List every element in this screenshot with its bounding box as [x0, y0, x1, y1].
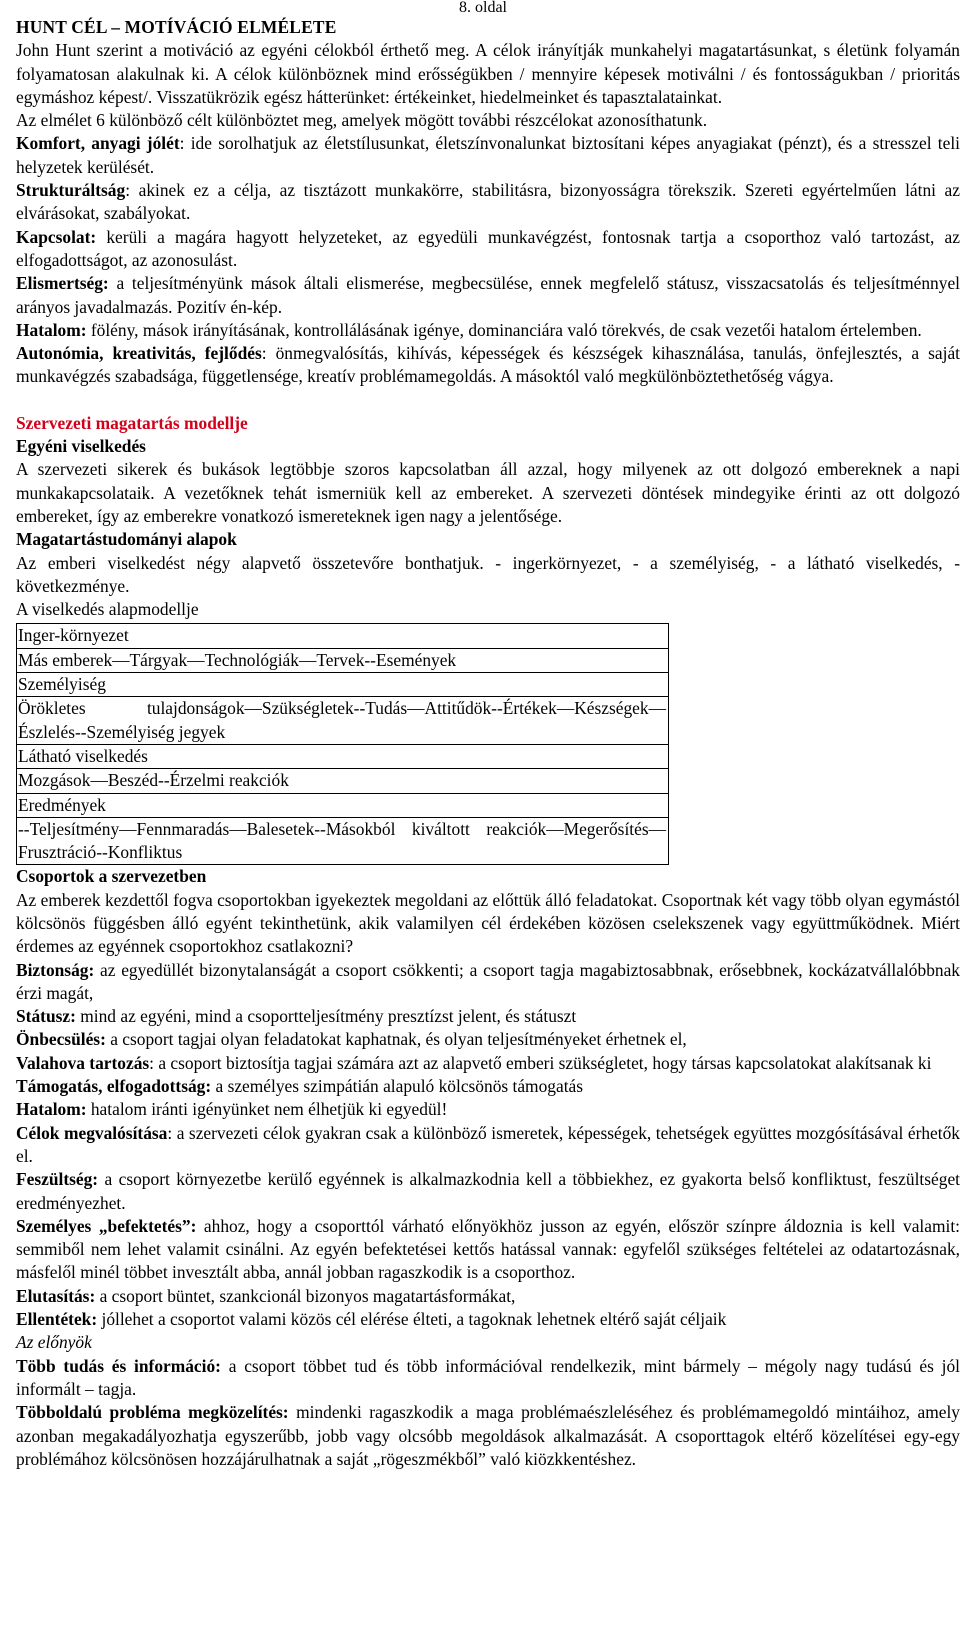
reason-text: a csoport környezetbe kerülő egyénnek is alkalmazkodnia kell a többiekhez, ez gyakorta belső konfliktust, feszültséget eredményezhet. [16, 1169, 960, 1213]
advantage-item [16, 1401, 960, 1471]
group-reason [16, 1308, 960, 1331]
model-row: Látható viselkedés [17, 745, 668, 769]
reason-term: Státusz: [16, 1006, 76, 1027]
model-row: Eredmények [17, 794, 668, 818]
group-reason [16, 1075, 960, 1098]
individual-title: Egyéni viselkedés [16, 436, 146, 457]
group-reason [16, 1168, 960, 1215]
model-row: Inger-környezet [17, 624, 668, 648]
goal-text: : önmegvalósítás, kihívás, képességek és készségek kihasználása, tanulás, önfejlesztés, a saját munkavégzés szabadsága, függetlensége, kreatív problémamegoldás. A másoktól való megkülönböztethetőség vágya. [16, 343, 960, 387]
reason-text: a személyes szimpátián alapuló kölcsönös támogatás [211, 1076, 584, 1097]
group-reason [16, 1028, 960, 1051]
goal-text: : akinek ez a célja, az tisztázott munkakörre, stabilitásra, bizonyosságra törekszik. Szereti egyértelműen látni az elvárásokat, szabályokat. [16, 180, 960, 224]
reason-term: Biztonság: [16, 959, 95, 980]
hunt-six-goals: Az elmélet 6 különböző célt különböztet meg, amelyek mögött további részcélokat azonosíthatunk. [16, 110, 708, 131]
goal-text: fölény, mások irányításának, kontrollálásának igénye, dominanciára való törekvés, de csak vezetői hatalom értelemben. [86, 319, 922, 340]
hunt-goal-power [16, 319, 960, 342]
advantage-term: Többoldalú probléma megközelítés: [16, 1402, 289, 1423]
reason-text: ahhoz, hogy a csoporttól várható előnyökhöz jusson az egyén, először színpre áldoznia is kell valamit: semmiből nem lehet valamit csinálni. Az egyén befektetései kettős hatással vannak: egyfelől szükséges feltételei az odatartozásnak, másfelől minél többet invesztált abba, annál jobban ragaszkodik is a csoporthoz. [16, 1215, 960, 1283]
reason-term: Önbecsülés: [16, 1029, 106, 1050]
hunt-goal-structure [16, 179, 960, 226]
reason-term: Elutasítás: [16, 1285, 96, 1306]
hunt-goal-autonomy [16, 342, 960, 389]
reason-text: : a csoport biztosítja tagjai számára azt az alapvető emberi szükségletet, hogy társas kapcsolatokat alakítsanak ki [149, 1052, 932, 1073]
model-caption: A viselkedés alapmodellje [16, 599, 199, 620]
hunt-goal-relationship [16, 226, 960, 273]
group-reason [16, 1122, 960, 1169]
individual-text: A szervezeti sikerek és bukások legtöbbje szoros kapcsolatban áll azzal, hogy milyenek az ott dolgozó embereknek a napi munkakapcsolataik. A vezetőknek tehát ismerniük kell az embereket. A szervezeti döntések mindegyike érinti az ott dolgozó embereket, így az emberekre vonatkozó ismereteknek igen nagy a jelentősége. [16, 459, 960, 526]
goal-term: Autonómia, kreativitás, fejlődés [16, 343, 262, 364]
advantage-text: mindenki ragaszkodik a maga problémaészleléséhez és problémamegoldó mintáihoz, amely azonban megakadályozhatja egyszerűbb, jobb vagy olcsóbb megoldások alkalmazását. A csoporttagok eltérő közelítései egy-egy problémához kölcsönösen hozzájárulhatnak a saját „rögeszmékből” való kiözkkentéshez. [16, 1402, 960, 1469]
goal-text: kerüli a magára hagyott helyzeteket, az egyedüli munkavégzést, fontosnak tartja a csoporthoz való tartozást, az elfogadottságot, az azonosulást. [16, 226, 960, 270]
hunt-goal-recognition [16, 272, 960, 319]
reason-text: az egyedüllét bizonytalanságát a csoport csökkenti; a csoport tagja magabiztosabbnak, erősebbnek, kockázatvállalóbbnak érzi magát, [16, 959, 960, 1003]
goal-term: Komfort, anyagi jólét [16, 133, 180, 154]
reason-term: Feszültség: [16, 1169, 99, 1190]
model-row: Örökletes tulajdonságok—Szükségletek--Tudás—Attitűdök--Értékek—Készségek—Észlelés--Személyiség jegyek [17, 697, 668, 745]
reason-text: mind az egyéni, mind a csoportteljesítmény presztízst jelent, és státuszt [75, 1006, 577, 1027]
page-number: 8. oldal [459, 0, 507, 16]
reason-term: Hatalom: [16, 1099, 87, 1120]
reason-term: Támogatás, elfogadottság: [16, 1076, 212, 1097]
model-row: Személyiség [17, 673, 668, 697]
advantage-item [16, 1355, 960, 1402]
document-body [16, 16, 960, 1471]
reason-text: hatalom iránti igényünket nem élhetjük ki egyedül! [86, 1099, 448, 1120]
hunt-intro: John Hunt szerint a motiváció az egyéni célokból érthető meg. A célok irányítják munkahelyi magatartásunkat, s életünk folyamán folyamatosan alakulnak ki. A célok különböznek mind erősségükben / mennyire képesek motiválni / és fontosságukban / prioritás egymáshoz képest/. Visszatükrözik egész hátterünket: értékeinket, hiedelmeinket és tapasztalatainkat. [16, 40, 960, 107]
groups-title: Csoportok a szervezetben [16, 866, 207, 887]
reason-term: Valahova tartozás [16, 1052, 150, 1073]
goal-term: Hatalom: [16, 319, 87, 340]
reason-text: a csoport tagjai olyan feladatokat kaphatnak, és olyan teljesítményeket érhetnek el, [105, 1029, 687, 1050]
reason-term: Ellentétek: [16, 1309, 98, 1330]
reason-text: jóllehet a csoportot valami közös cél elérése élteti, a tagoknak lehetnek eltérő saját céljaik [97, 1309, 727, 1330]
group-reason [16, 1005, 960, 1028]
group-reason [16, 1098, 960, 1121]
reason-text: a csoport büntet, szankcionál bizonyos magatartásformákat, [95, 1285, 516, 1306]
group-reason [16, 1285, 960, 1308]
model-row: Mozgások—Beszéd--Érzelmi reakciók [17, 769, 668, 793]
basics-title: Magatartástudományi alapok [16, 529, 237, 550]
advantage-term: Több tudás és információ: [16, 1355, 221, 1376]
reason-text: : a szervezeti célok gyakran csak a különböző ismeretek, képességek, tehetségek együttes mozgósításával érhetők el. [16, 1122, 960, 1166]
group-reason [16, 1052, 960, 1075]
groups-intro: Az emberek kezdettől fogva csoportokban igyekeztek megoldani az előttük álló feladatokat. Csoportnak két vagy több olyan egymástól kölcsönös függésben álló egyént tekinthetünk, akik valamilyen cél érdekében közösen cselekszenek vagy együttműködnek. Miért érdemes az egyénnek csoportokhoz csatlakozni? [16, 889, 960, 957]
model-row: Más emberek—Tárgyak—Technológiák—Tervek--Események [17, 649, 668, 673]
goal-text: : ide sorolhatjuk az életstílusunkat, életszínvonalunkat biztosítani képes anyagiakat (pénzt), és a stresszel teli helyzetek kerülését. [16, 133, 960, 177]
org-section-title: Szervezeti magatartás modellje [16, 412, 248, 433]
basics-text: Az emberi viselkedést négy alapvető összetevőre bonthatjuk. - ingerkörnyezet, - a személyiség, - a látható viselkedés, - következménye. [16, 552, 960, 596]
behavior-model-table [16, 623, 669, 865]
goal-text: a teljesítményünk mások általi elismerése, megbecsülése, ennek megfelelő státusz, visszacsatolás és teljesítménnyel arányos javadalmazás. Pozitív én-kép. [16, 273, 960, 317]
goal-term: Strukturáltság [16, 180, 126, 201]
group-reason [16, 1215, 960, 1285]
hunt-goal-comfort [16, 132, 960, 179]
reason-term: Személyes „befektetés”: [16, 1215, 197, 1236]
model-row: --Teljesítmény—Fennmaradás—Balesetek--Másokból kiváltott reakciók—Megerősítés—Frusztráció--Konfliktus [18, 818, 666, 863]
goal-term: Elismertség: [16, 273, 109, 294]
hunt-title: HUNT CÉL – MOTÍVÁCIÓ ELMÉLETE [16, 17, 337, 37]
group-reason [16, 959, 960, 1006]
reason-term: Célok megvalósítása [16, 1122, 168, 1143]
goal-term: Kapcsolat: [16, 226, 97, 247]
advantages-title: Az előnyök [16, 1332, 92, 1353]
advantage-text: a csoport többet tud és több információval rendelkezik, mint bármely – mégoly nagy tudású és jól informált – tagja. [16, 1355, 960, 1399]
